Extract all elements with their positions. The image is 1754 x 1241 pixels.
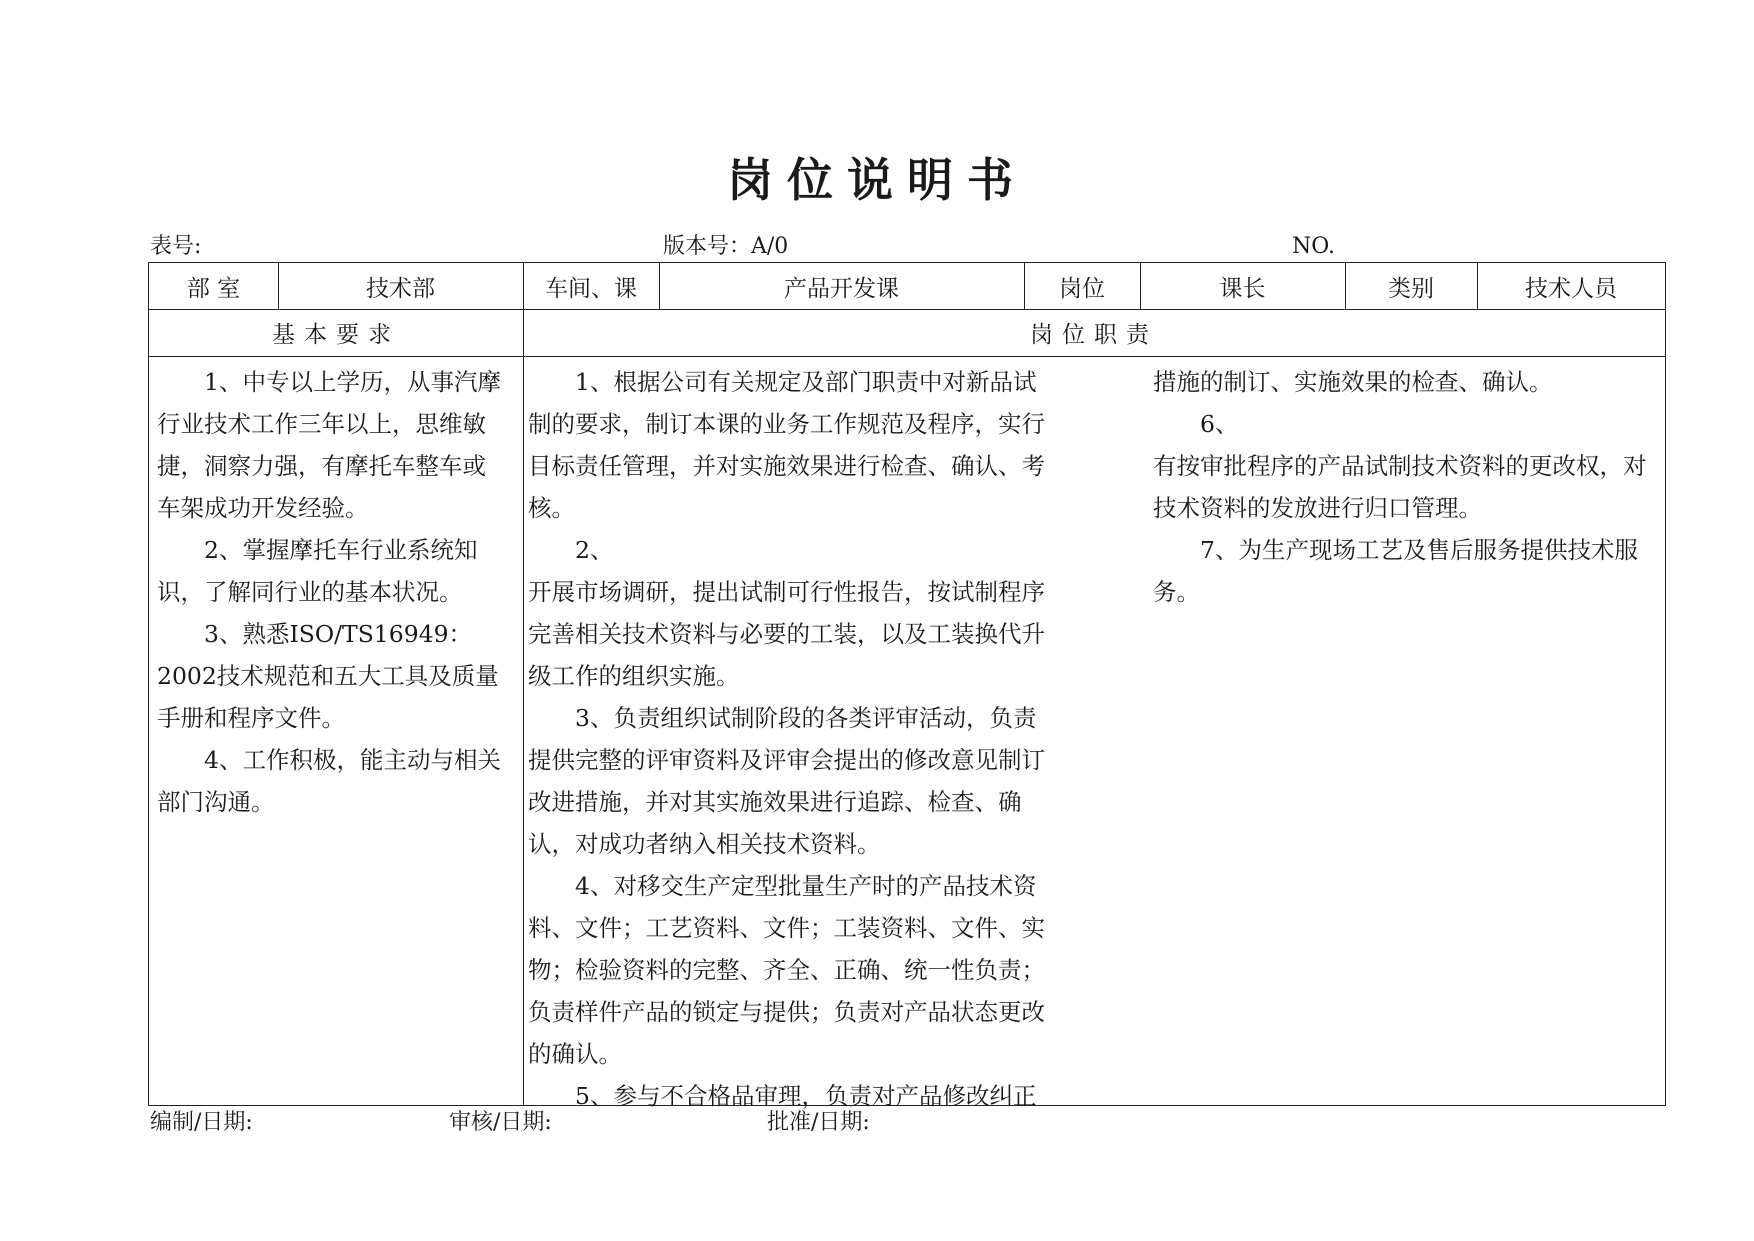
serial-number-label: NO.	[1292, 234, 1335, 259]
requirement-item: 4、工作积极，能主动与相关部门沟通。	[157, 746, 501, 816]
requirement-item: 3、熟悉ISO/TS16949：2002技术规范和五大工具及质量手册和程序文件。	[157, 620, 499, 732]
duties-column-1-clip	[528, 361, 1055, 1110]
requirements-text	[157, 361, 505, 1096]
duty-item: 1、根据公司有关规定及部门职责中对新品试制的要求，制订本课的业务工作规范及程序，实行目标责任管理，并对实施效果进行检查、确认、考核。	[528, 368, 1045, 522]
duty-item: 有按审批程序的产品试制技术资料的更改权，对技术资料的发放进行归口管理。	[1153, 452, 1647, 522]
duty-item: 7、为生产现场工艺及售后服务提供技术服务。	[1153, 536, 1638, 606]
prepared-by-label: 编制/日期:	[150, 1110, 253, 1135]
department-label: 部 室	[186, 275, 241, 302]
post-value: 课长	[1219, 275, 1266, 302]
requirements-header: 基本要求	[272, 322, 400, 348]
row-divider	[149, 356, 1665, 357]
job-description-table	[148, 262, 1666, 1110]
duties-header: 岗位职责	[1030, 322, 1158, 348]
category-label: 类别	[1388, 275, 1434, 302]
category-value: 技术人员	[1525, 275, 1617, 302]
requirement-item: 2、掌握摩托车行业系统知识，了解同行业的基本状况。	[157, 536, 478, 606]
reviewed-by-label: 审核/日期:	[449, 1110, 552, 1135]
duty-item: 5、参与不合格品审理，负责对产品修改纠正	[575, 1082, 1037, 1110]
duty-item: 2、	[575, 536, 614, 564]
duty-item: 措施的制订、实施效果的检查、确认。	[1153, 368, 1553, 396]
form-number-label: 表号:	[150, 234, 202, 259]
duty-item: 3、负责组织试制阶段的各类评审活动，负责提供完整的评审资料及评审会提出的修改意见制订改进措施，并对其实施效果进行追踪、检查、确认，对成功者纳入相关技术资料。	[528, 704, 1045, 858]
duty-item: 6、	[1200, 410, 1239, 438]
requirement-item: 1、中专以上学历，从事汽摩行业技术工作三年以上，思维敏捷，洞察力强，有摩托车整车或车架成功开发经验。	[157, 368, 501, 522]
version-label: 版本号：A/0	[663, 234, 789, 259]
department-value: 技术部	[366, 275, 435, 302]
duties-column-1	[528, 361, 1055, 1110]
duty-item: 开展市场调研，提出试制可行性报告，按试制程序完善相关技术资料与必要的工装，以及工装换代升级工作的组织实施。	[528, 578, 1045, 690]
post-label: 岗位	[1059, 275, 1105, 302]
page-title: 岗位说明书	[727, 153, 1027, 207]
workshop-label: 车间、课	[545, 275, 637, 302]
duties-column-2	[1153, 361, 1665, 1096]
approved-by-label: 批准/日期:	[767, 1110, 870, 1135]
duty-item: 4、对移交生产定型批量生产时的产品技术资料、文件；工艺资料、文件；工装资料、文件、实物；检验资料的完整、齐全、正确、统一性负责；负责样件产品的锁定与提供；负责对产品状态更改的确认。	[528, 872, 1045, 1068]
workshop-value: 产品开发课	[784, 275, 899, 302]
column-divider	[523, 263, 524, 1105]
